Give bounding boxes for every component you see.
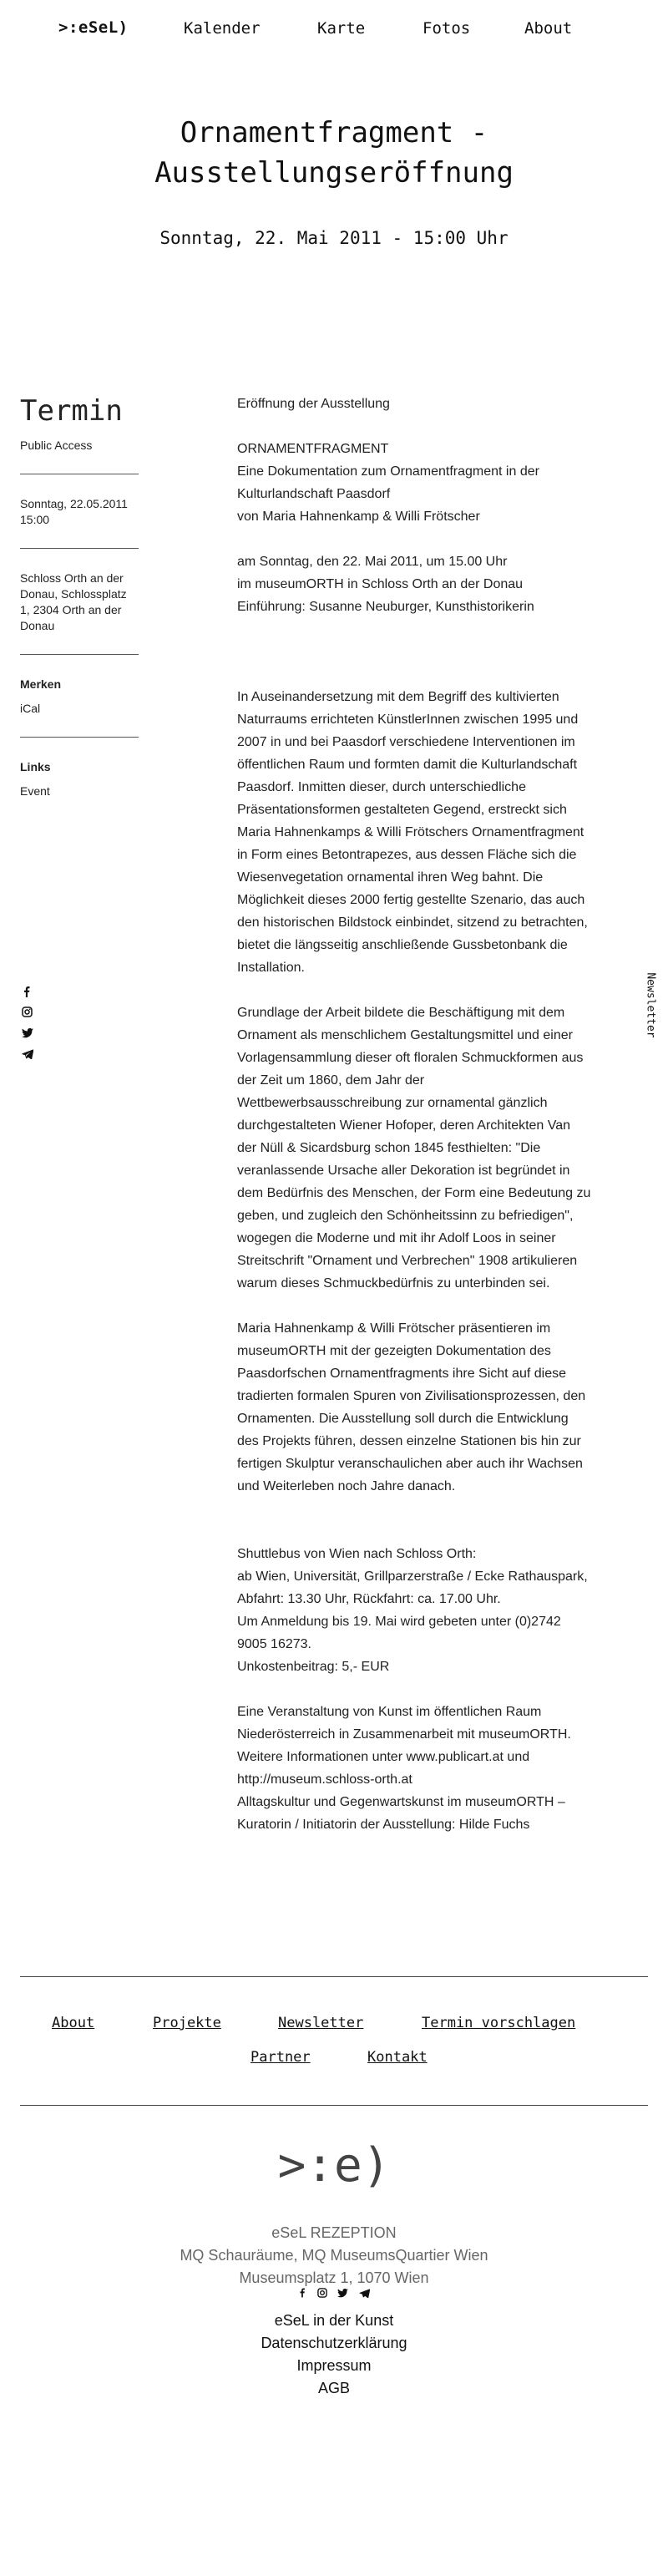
text-line: Installation. (237, 961, 305, 975)
site-logo[interactable]: >:eSeL) (58, 18, 129, 37)
text-line: Wiesenvegetation ornamental ihren Weg bahnt. Die (237, 870, 544, 885)
text-line: museumORTH mit der gezeigten Dokumentation des (237, 1344, 551, 1358)
paragraph (237, 1317, 646, 1498)
text-line: im museumORTH in Schloss Orth an der Donau (237, 577, 524, 591)
text-line: den historischen Bildstock einbindet, sitzend zu betrachten, (237, 915, 588, 930)
title-line-2: Ausstellungseröffnung (154, 156, 514, 190)
footer-org-name: eSeL REZEPTION (271, 2224, 397, 2241)
facebook-icon[interactable] (22, 986, 33, 997)
text-line: Einführung: Susanne Neuburger, Kunsthistorikerin (237, 600, 534, 614)
footer-link-kontakt[interactable]: Kontakt (367, 2049, 428, 2066)
sidebar (20, 393, 139, 799)
access-label: Public Access (20, 439, 93, 452)
footer-social-icons (0, 2287, 668, 2302)
paragraph (237, 438, 646, 528)
footer-link-agb[interactable]: AGB (317, 2380, 350, 2396)
twitter-icon[interactable] (337, 2287, 348, 2302)
telegram-icon[interactable] (22, 1049, 33, 1059)
paragraph (237, 550, 646, 618)
event-date: Sonntag, 22. Mai 2011 - 15:00 Uhr (159, 228, 509, 248)
text-line: Grundlage der Arbeit bildete die Beschäftigung mit dem (237, 1006, 565, 1020)
footer-address-1: MQ Schauräume, MQ MuseumsQuartier Wien (180, 2247, 488, 2264)
text-line: Präsentationsformen gestalteten Gegend, erstreckt sich (237, 803, 567, 817)
nav-karte[interactable]: Karte (317, 19, 366, 38)
footer-link-termin-vorschlagen[interactable]: Termin vorschlagen (422, 2015, 576, 2031)
text-line: öffentlichen Raum und formten damit die Kulturlandschaft (237, 758, 578, 772)
footer-logo[interactable]: >:e) (277, 2138, 391, 2193)
text-line: Paasdorfschen Ornamentfragments ihre Sicht auf diese (237, 1367, 566, 1381)
footer-link-datenschutz[interactable]: Datenschutzerklärung (261, 2335, 407, 2351)
paragraph (237, 1543, 646, 1678)
text-line: Eröffnung der Ausstellung (237, 397, 390, 411)
nav-kalender[interactable]: Kalender (184, 19, 261, 38)
text-line: Paasdorf. Inmitten dieser, durch unterschiedliche (237, 780, 526, 794)
text-line: wogegen die Moderne und mit ihr Adolf Loos in seiner (237, 1231, 556, 1245)
text-line: Niederösterreich in Zusammenarbeit mit museumORTH. (237, 1727, 571, 1742)
text-line: und Weiterleben noch Jahre danach. (237, 1479, 456, 1493)
instagram-icon[interactable] (22, 1007, 33, 1017)
text-line: Naturraums errichteten KünstlerInnen zwischen 1995 und (237, 712, 579, 727)
top-navigation (0, 18, 668, 43)
instagram-icon[interactable] (317, 2287, 327, 2302)
text-line: Eine Veranstaltung von Kunst im öffentlichen Raum (237, 1705, 542, 1719)
footer-link-partner[interactable]: Partner (250, 2049, 311, 2066)
text-line: Maria Hahnenkamp & Willi Frötscher präsentieren im (237, 1321, 551, 1336)
text-line: der Nüll & Sicardsburg schon 1845 festhielten: "Die (237, 1141, 541, 1155)
text-line: Kuratorin / Initiatorin der Ausstellung: Hilde Fuchs (237, 1818, 530, 1832)
text-line: warum dieses Schmuckbedürfnis zu unterbinden sei. (237, 1276, 550, 1291)
sidebar-location: Schloss Orth an der Donau, Schlossplatz 1, 2304 Orth an der Donau (20, 571, 127, 632)
text-line: der Zeit um 1860, dem Jahr der (237, 1073, 425, 1088)
divider (20, 548, 139, 549)
text-line: Alltagskultur und Gegenwartskunst im museumORTH – (237, 1795, 565, 1809)
title-line-1: Ornamentfragment - (180, 116, 488, 150)
telegram-icon[interactable] (359, 2287, 370, 2302)
paragraph (237, 1701, 646, 1836)
links-label: Links (20, 760, 51, 773)
text-line: Wettbewerbsausschreibung zur ornamental gänzlich (237, 1096, 548, 1110)
text-line: Möglichkeit dieses 2000 fertig gestellte Szenario, das auch (237, 893, 585, 907)
merken-label: Merken (20, 677, 62, 691)
text-line: Shuttlebus von Wien nach Schloss Orth: (237, 1547, 477, 1561)
text-line: tradierten formalen Spuren von Zivilisationsprozessen, den (237, 1389, 586, 1403)
footer-link-esel-in-der-kunst[interactable]: eSeL in der Kunst (274, 2312, 394, 2329)
paragraph (237, 393, 646, 415)
text-line: geben, und zugleich den Schönheitssinn zu befriedigen", (237, 1209, 574, 1223)
text-line: fertigen Skulptur veranschaulichen aber auch ihr Wachsen (237, 1457, 583, 1471)
text-line: Kulturlandschaft Paasdorf (237, 487, 391, 501)
divider (20, 737, 139, 738)
text-line: in Form eines Betontrapezes, aus dessen Fläche sich die (237, 848, 577, 862)
footer-link-about[interactable]: About (52, 2015, 95, 2031)
text-line: ab Wien, Universität, Grillparzerstraße / Ecke Rathauspark, (237, 1569, 588, 1584)
nav-fotos[interactable]: Fotos (423, 19, 471, 38)
footer-address-2: Museumsplatz 1, 1070 Wien (239, 2269, 429, 2286)
paragraph (237, 1001, 646, 1295)
text-line: Maria Hahnenkamps & Willi Frötschers Ornamentfragment (237, 825, 584, 839)
text-line: 9005 16273. (237, 1637, 311, 1651)
text-line: von Maria Hahnenkamp & Willi Frötscher (237, 510, 480, 524)
footer-divider (20, 1976, 648, 1977)
footer-link-newsletter[interactable]: Newsletter (278, 2015, 364, 2031)
text-line: Weitere Informationen unter www.publicart.at und (237, 1750, 530, 1764)
text-line: bietet die längsseitig anschließende Gussbetonbank die (237, 938, 568, 952)
facebook-icon[interactable] (298, 2287, 306, 2302)
text-line: Streitschrift "Ornament und Verbrechen" 1908 artikulieren (237, 1254, 578, 1268)
event-link[interactable]: Event (20, 784, 50, 798)
text-line: Eine Dokumentation zum Ornamentfragment in der (237, 464, 539, 479)
divider (20, 654, 139, 655)
event-description (237, 393, 646, 1836)
text-line: Ornament als menschlichem Gestaltungsmittel und einer (237, 1028, 573, 1042)
page-title (0, 113, 668, 193)
newsletter-tab-label: Newsletter (644, 972, 657, 1038)
text-line: 2007 in und bei Paasdorf verschiedene Interventionen im (237, 735, 575, 749)
text-line: Um Anmeldung bis 19. Mai wird gebeten unter (0)2742 (237, 1615, 561, 1629)
text-line: am Sonntag, den 22. Mai 2011, um 15.00 Uhr (237, 555, 508, 569)
text-line: ORNAMENTFRAGMENT (237, 442, 389, 456)
sidebar-date: Sonntag, 22.05.2011 15:00 (20, 497, 128, 526)
text-line: veranlassende Ursache aller Dekoration ist begründet in (237, 1164, 570, 1178)
nav-about[interactable]: About (524, 19, 573, 38)
text-line: http://museum.schloss-orth.at (237, 1772, 412, 1787)
paragraph (237, 686, 646, 979)
footer-link-projekte[interactable]: Projekte (153, 2015, 221, 2031)
text-line: Abfahrt: 13.30 Uhr, Rückfahrt: ca. 17.00 Uhr. (237, 1592, 501, 1606)
text-line: dem Bedürfnis des Menschen, der Form eine Bedeutung zu (237, 1186, 591, 1200)
text-line: Ornamenten. Die Ausstellung soll durch die Entwicklung (237, 1412, 569, 1426)
text-line: Unkostenbeitrag: 5,- EUR (237, 1660, 390, 1674)
footer-divider (20, 2105, 648, 2106)
text-line: Vorlagensammlung dieser oft floralen Schmuckformen aus (237, 1051, 584, 1065)
text-line: des Projekts führen, dessen einzelne Stationen bis hin zur (237, 1434, 581, 1448)
sidebar-heading: Termin (20, 394, 123, 428)
footer-link-impressum[interactable]: Impressum (296, 2357, 372, 2374)
twitter-icon[interactable] (22, 1028, 33, 1038)
text-line: In Auseinandersetzung mit dem Begriff des kultivierten (237, 690, 559, 704)
text-line: durchgestalteten Wiener Hofoper, deren Architekten Van (237, 1118, 571, 1133)
ical-link[interactable]: iCal (20, 702, 41, 715)
